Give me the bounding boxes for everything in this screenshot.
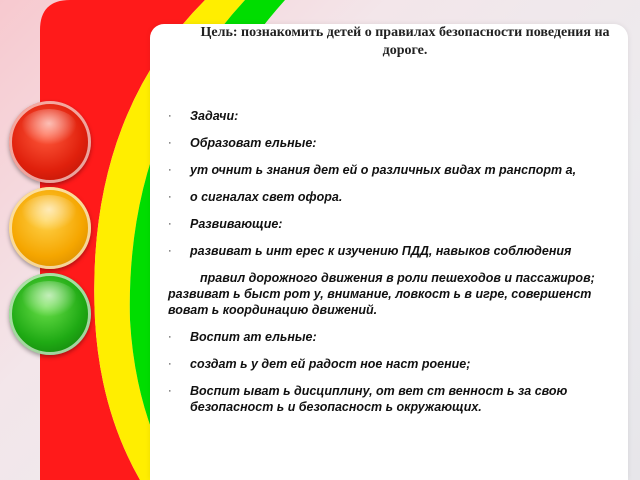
bullet: · [168, 137, 172, 149]
bullet: · [168, 331, 172, 343]
traffic-light-green-icon [9, 273, 91, 355]
item-text: создат ь у дет ей радост ное наст роение; [190, 357, 471, 371]
item-text: Образоват ельные: [190, 136, 317, 150]
item-text: Развивающие: [190, 217, 283, 231]
list-item [168, 243, 598, 259]
bullet: · [168, 110, 172, 122]
bullet: · [168, 218, 172, 230]
item-text: ут очнит ь знания дет ей о различных видах т ранспорт а, [190, 163, 577, 177]
list-item [168, 189, 598, 205]
bullet: · [168, 245, 172, 257]
bullet: · [168, 385, 172, 397]
item-text: Воспит ат ельные: [190, 330, 317, 344]
bullet: · [168, 164, 172, 176]
traffic-light-yellow-icon [9, 187, 91, 269]
list-item [168, 383, 598, 415]
paragraph: правил дорожного движения в роли пешеходов и пассажиров; развиват ь быст рот у, внимание, ловкост ь в игре, совершенст воват ь координацию движений. [168, 271, 595, 317]
slide-title: Цель: познакомить детей о правилах безопасности поведения на дороге. [200, 25, 610, 58]
bullet: · [168, 191, 172, 203]
bullet: · [168, 358, 172, 370]
item-text: о сигналах свет офора. [190, 190, 343, 204]
list-item [168, 108, 598, 124]
list-item [168, 216, 598, 232]
list-item [168, 356, 598, 372]
list-item [168, 329, 598, 345]
list-item [168, 162, 598, 178]
slide-content [168, 108, 598, 426]
item-text: Задачи: [190, 109, 239, 123]
traffic-light-red-icon [9, 101, 91, 183]
item-text: Воспит ыват ь дисциплину, от вет ст венност ь за свою безопасност ь и безопасност ь окружающих. [190, 384, 568, 414]
list-item [168, 135, 598, 151]
item-text: развиват ь инт ерес к изучению ПДД, навыков соблюдения [190, 244, 572, 258]
